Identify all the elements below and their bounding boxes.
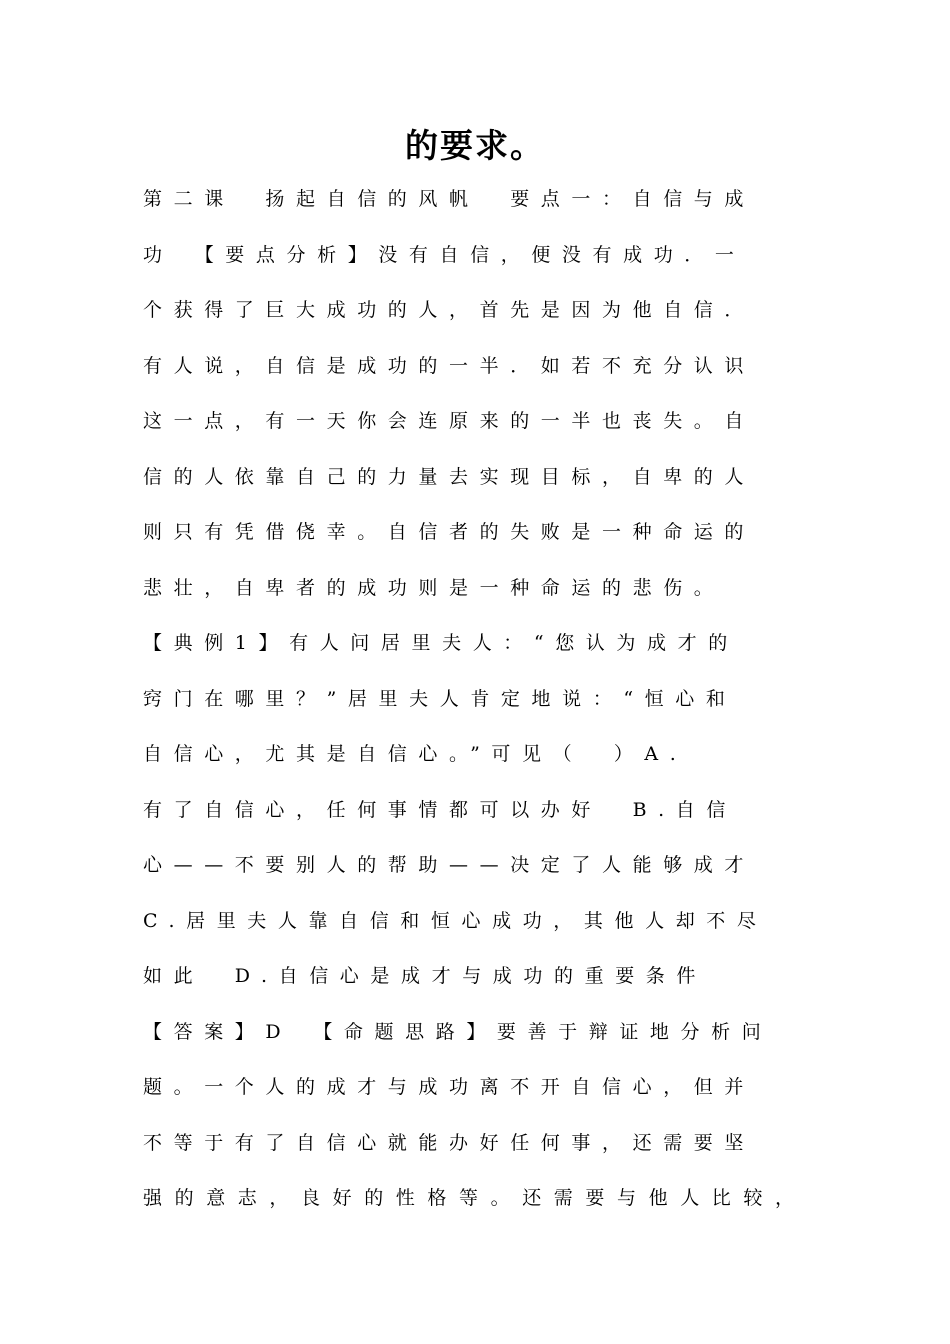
text-line: C.居里夫人靠自信和恒心成功，其他人却不尽 xyxy=(143,909,768,932)
text-line: 悲壮，自卑者的成功则是一种命运的悲伤。 xyxy=(143,576,725,599)
text-line: 题。一个人的成才与成功离不开自信心，但并 xyxy=(143,1076,756,1098)
document-body xyxy=(143,172,843,1227)
text-line: 不等于有了自信心就能办好任何事，还需要坚 xyxy=(143,1131,756,1154)
text-line: 则只有凭借侥幸。自信者的失败是一种命运的 xyxy=(143,521,756,543)
text-line: 信的人依靠自己的力量去实现目标，自卑的人 xyxy=(143,465,756,488)
text-line: 窍门在哪里？”居里夫人肯定地说：“恒心和 xyxy=(143,687,737,710)
text-line: 心——不要别人的帮助——决定了人能够成才 xyxy=(143,854,756,876)
text-line: 功 【要点分析】没有自信，便没有成功．一 xyxy=(143,243,746,266)
text-line: 【典例1】有人问居里夫人：“您认为成才的 xyxy=(143,632,739,654)
text-line: 有了自信心，任何事情都可以办好 B.自信 xyxy=(143,798,738,821)
text-line: 个获得了巨大成功的人，首先是因为他自信． xyxy=(143,299,756,321)
text-line: 有人说，自信是成功的一半．如若不充分认识 xyxy=(143,354,756,377)
page-title: 的要求。 xyxy=(405,126,545,165)
text-line: 第二课 扬起自信的风帆 要点一：自信与成 xyxy=(143,188,756,210)
text-line: 自信心，尤其是自信心。”可见（ ）A. xyxy=(143,743,688,765)
text-line: 强的意志，良好的性格等。还需要与他人比较， xyxy=(143,1187,807,1209)
text-line: 这一点，有一天你会连原来的一半也丧失。自 xyxy=(143,410,756,432)
text-line: 【答案】D 【命题思路】要善于辩证地分析问 xyxy=(143,1020,773,1043)
text-line: 如此 D.自信心是成才与成功的重要条件 xyxy=(143,965,707,987)
